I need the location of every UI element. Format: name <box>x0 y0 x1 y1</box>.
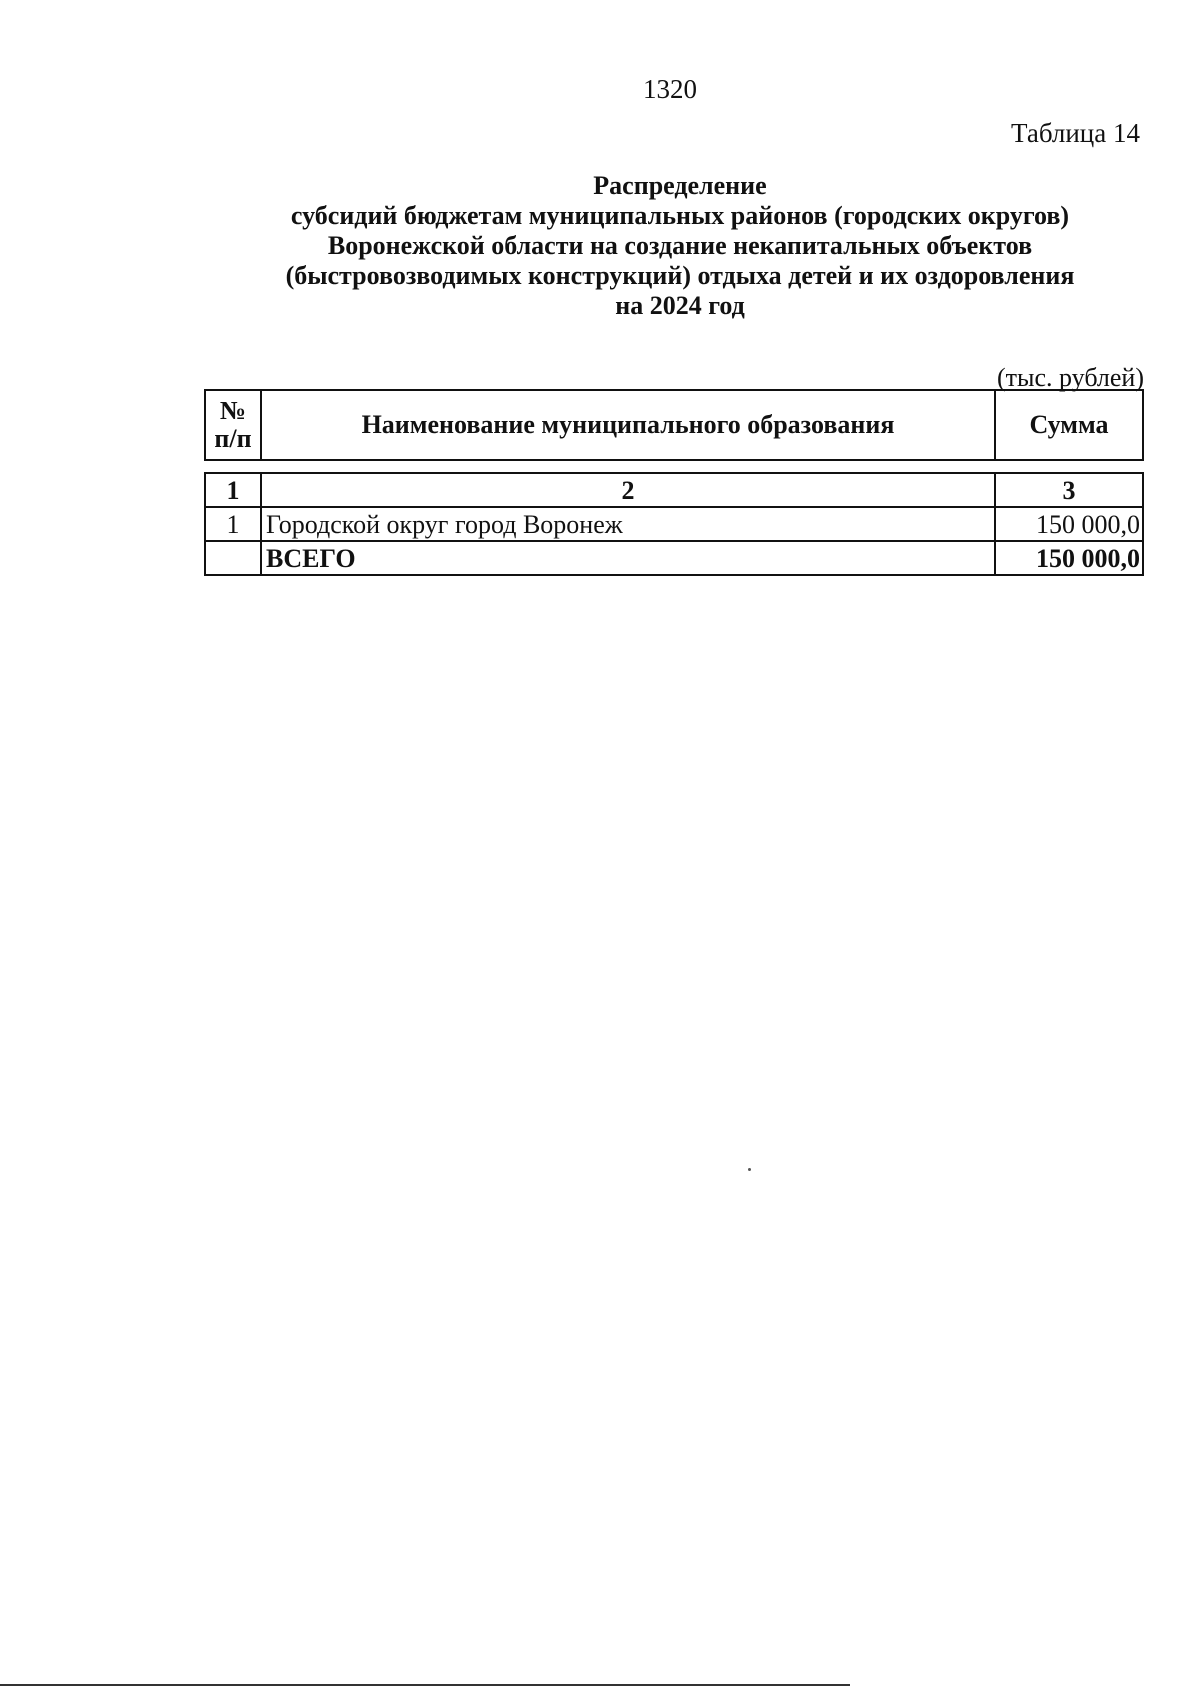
title-line: Воронежской области на создание некапитальных объектов <box>327 231 1033 260</box>
total-number <box>205 541 261 575</box>
scan-edge-line <box>0 1684 850 1686</box>
row-name: Городской округ город Воронеж <box>261 507 995 541</box>
title-line: субсидий бюджетам муниципальных районов (городских округов) <box>290 201 1070 230</box>
header-number-abbr: п/п <box>214 424 252 453</box>
title-line: Распределение <box>593 171 767 200</box>
column-index: 2 <box>261 473 995 507</box>
header-sum-cell: Сумма <box>995 390 1143 460</box>
table-row <box>205 507 1143 541</box>
total-sum: 150 000,0 <box>995 541 1143 575</box>
row-sum: 150 000,0 <box>995 507 1143 541</box>
header-number-cell <box>205 390 261 460</box>
header-row <box>205 390 1143 460</box>
column-index: 3 <box>995 473 1143 507</box>
row-number: 1 <box>205 507 261 541</box>
document-title <box>230 171 1130 321</box>
title-line: на 2024 год <box>615 291 745 320</box>
header-name-cell: Наименование муниципального образования <box>261 390 995 460</box>
total-label: ВСЕГО <box>261 541 995 575</box>
column-index: 1 <box>205 473 261 507</box>
header-number-symbol: № <box>219 396 247 425</box>
data-table <box>204 472 1144 576</box>
total-row <box>205 541 1143 575</box>
table-label: Таблица 14 <box>1011 118 1140 148</box>
units-label: (тыс. рублей) <box>996 363 1144 392</box>
table-header <box>204 389 1144 461</box>
page-number: 1320 <box>643 74 697 104</box>
title-line: (быстровозводимых конструкций) отдыха детей и их оздоровления <box>285 261 1075 290</box>
scan-speck <box>748 1168 751 1171</box>
column-index-row <box>205 473 1143 507</box>
